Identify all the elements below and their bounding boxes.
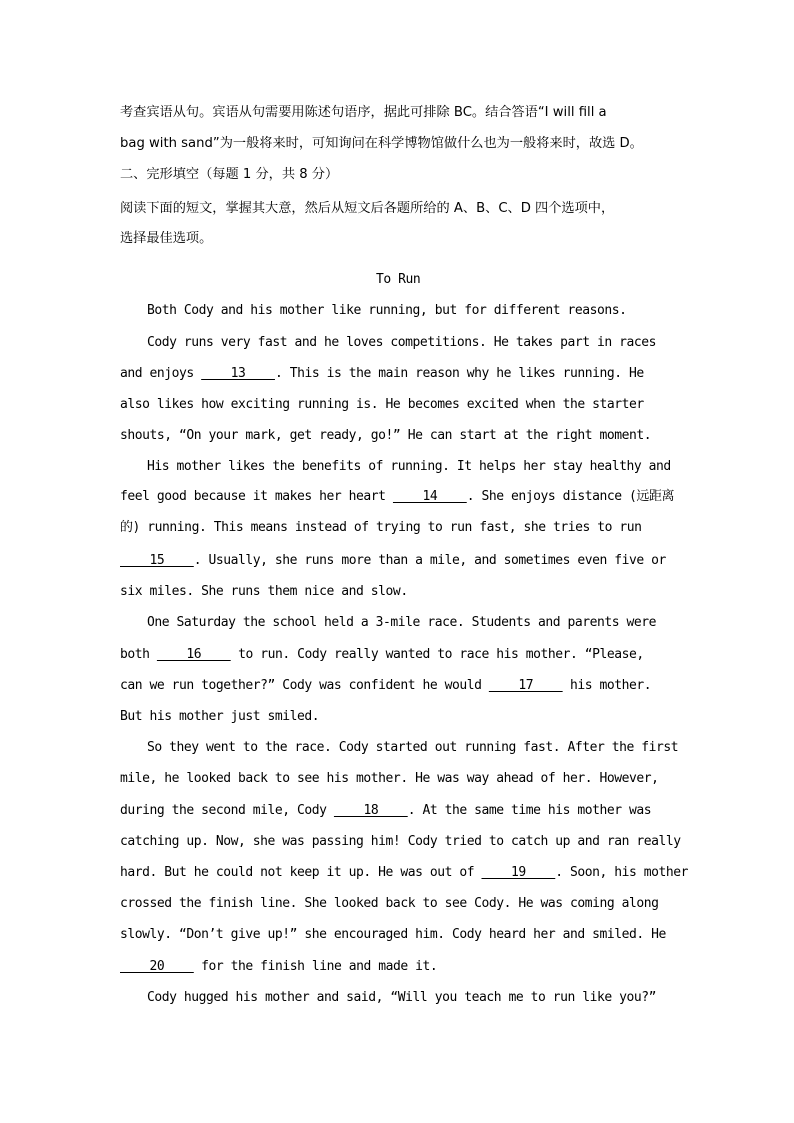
blank-19: 19	[481, 865, 556, 880]
blank-18: 18	[333, 803, 408, 818]
blank-14: 14	[392, 489, 467, 504]
passage-line: crossed the finish line. She looked back to see Cody. He was coming along	[120, 896, 659, 911]
passage-line: 的) running. This means instead of trying to run fast, she tries to run	[120, 520, 642, 535]
passage-line	[120, 365, 644, 383]
passage-line: six miles. She runs them nice and slow.	[120, 584, 408, 599]
passage-line	[120, 958, 437, 976]
passage-line	[120, 677, 651, 695]
passage-text: feel good because it makes her heart	[120, 489, 386, 504]
passage-text: for the finish line and made it.	[201, 959, 438, 974]
passage-line: shouts, “On your mark, get ready, go!” He can start at the right moment.	[120, 428, 652, 443]
explanation-line-2: bag with sand”为一般将来时，可知询问在科学博物馆做什么也为一般将来时，故选 D。	[120, 136, 643, 151]
blank-17: 17	[488, 678, 563, 693]
passage-line: also likes how exciting running is. He becomes excited when the starter	[120, 397, 644, 412]
blank-20: 20	[120, 959, 194, 974]
passage-text: can we run together?” Cody was confident he would	[120, 678, 482, 693]
passage-line: So they went to the race. Cody started out running fast. After the first	[147, 740, 679, 755]
passage-line	[120, 552, 666, 570]
blank-15: 15	[120, 553, 194, 568]
blank-16: 16	[156, 647, 231, 662]
passage-line: slowly. “Don’t give up!” she encouraged him. Cody heard her and smiled. He	[120, 927, 666, 942]
passage-text: . Soon, his mother	[555, 865, 689, 880]
passage-line: But his mother just smiled.	[120, 709, 320, 724]
passage-text: during the second mile, Cody	[120, 803, 327, 818]
passage-text: hard. But he could not keep it up. He was out of	[120, 865, 475, 880]
passage-line: His mother likes the benefits of running. It helps her stay healthy and	[147, 459, 671, 474]
blank-13: 13	[201, 366, 275, 381]
passage-line	[120, 864, 688, 882]
passage-text: . This is the main reason why he likes running. He	[274, 366, 644, 381]
passage-line: Cody hugged his mother and said, “Will you teach me to run like you?”	[147, 990, 656, 1005]
passage-line: mile, he looked back to see his mother. He was way ahead of her. However,	[120, 771, 659, 786]
passage-text: . At the same time his mother was	[407, 803, 652, 818]
instruction-line-1: 阅读下面的短文，掌握其大意，然后从短文后各题所给的 A、B、C、D 四个选项中，	[120, 201, 615, 216]
section-heading: 二、完形填空（每题 1 分，共 8 分）	[120, 167, 339, 182]
passage-line	[120, 802, 651, 820]
passage-text: . Usually, she runs more than a mile, and sometimes even five or	[193, 553, 666, 568]
passage-title: To Run	[376, 272, 421, 287]
passage-text: and enjoys	[120, 366, 194, 381]
passage-text: . She enjoys distance (远距离	[466, 489, 675, 504]
passage-text: his mother.	[570, 678, 652, 693]
passage-line: One Saturday the school held a 3-mile race. Students and parents were	[147, 615, 656, 630]
passage-line: catching up. Now, she was passing him! Cody tried to catch up and ran really	[120, 834, 681, 849]
passage-line: Both Cody and his mother like running, but for different reasons.	[147, 303, 627, 318]
passage-line	[120, 488, 674, 506]
instruction-line-2: 选择最佳选项。	[120, 231, 213, 246]
passage-text: to run. Cody really wanted to race his mother. “Please,	[238, 647, 644, 662]
passage-text: both	[120, 647, 150, 662]
passage-line: Cody runs very fast and he loves competitions. He takes part in races	[147, 335, 656, 350]
explanation-line-1: 考查宾语从句。宾语从句需要用陈述句语序，据此可排除 BC。结合答语“I will fill a	[120, 105, 607, 120]
passage-line	[120, 646, 644, 664]
